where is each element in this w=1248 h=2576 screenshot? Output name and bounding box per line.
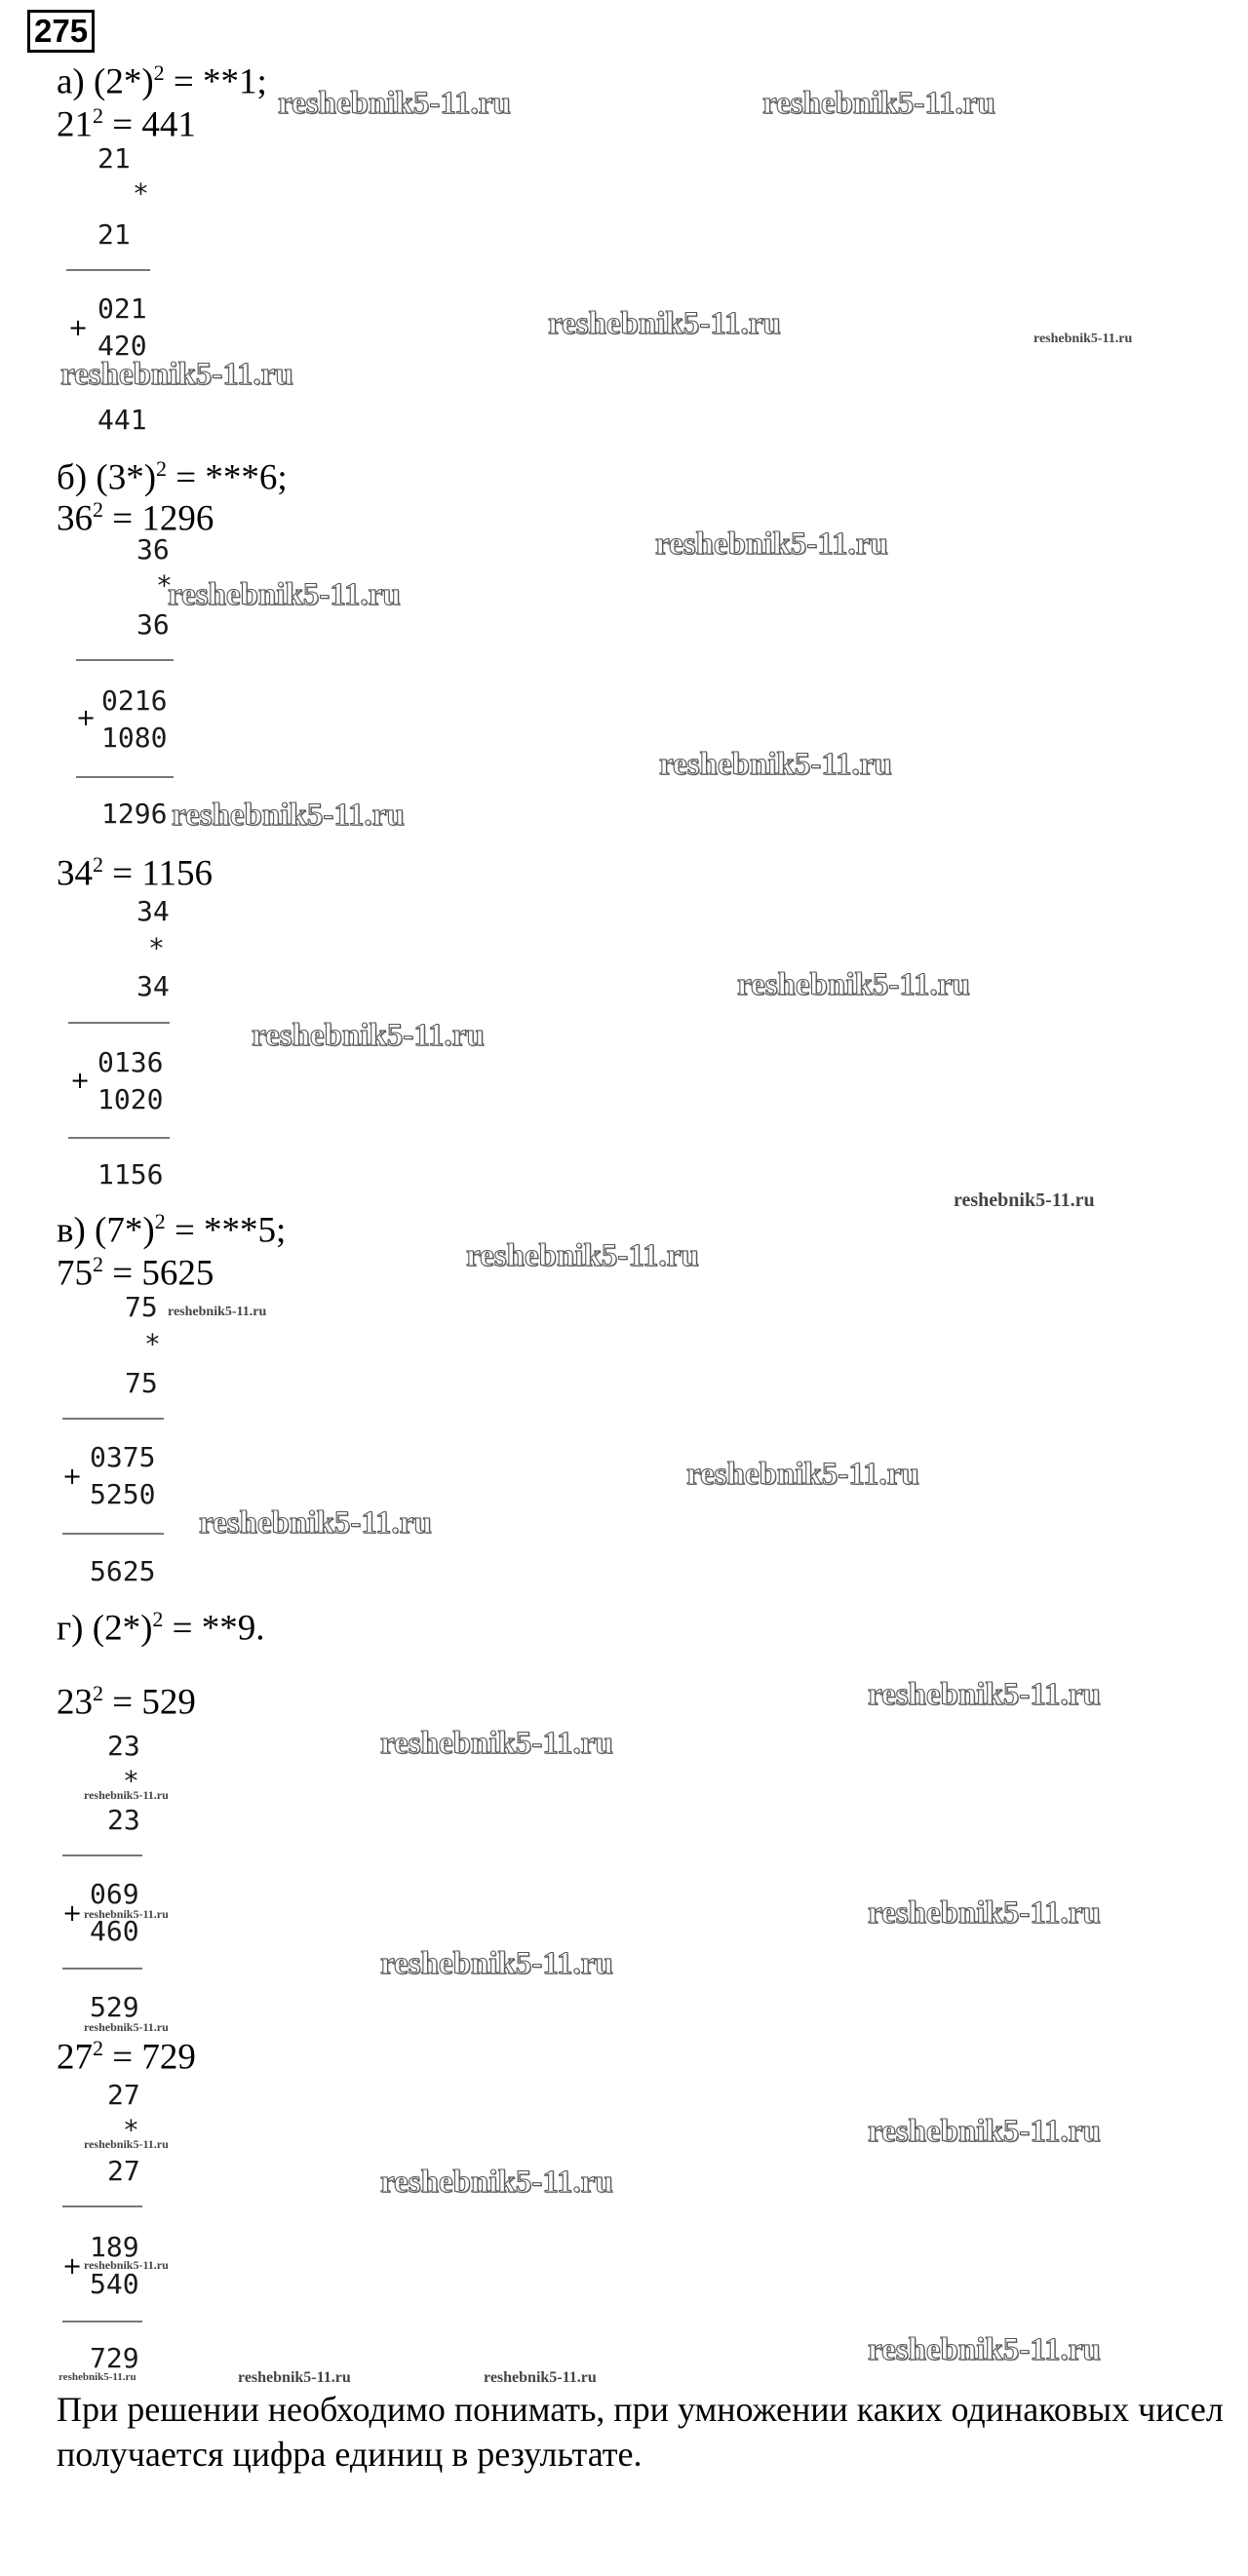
watermark: reshebnik5-11.ru bbox=[380, 1726, 613, 1761]
watermark: reshebnik5-11.ru bbox=[548, 306, 781, 341]
mult-factor: 34 bbox=[136, 970, 170, 1002]
divider-line bbox=[62, 1533, 164, 1535]
divider-line bbox=[62, 2205, 142, 2207]
mult-sign: * bbox=[148, 932, 165, 964]
mult-factor: 36 bbox=[136, 608, 170, 641]
part-b-equation-2: $34^2 = 1156$ bbox=[57, 852, 213, 894]
part-a-heading: а) $(2*)^2 = **1$; bbox=[57, 60, 267, 102]
product-result: 5625 bbox=[90, 1555, 156, 1587]
watermark: reshebnik5-11.ru bbox=[238, 2369, 351, 2386]
divider-line bbox=[76, 776, 174, 778]
watermark: reshebnik5-11.ru bbox=[84, 1788, 169, 1802]
partial-product: 420 bbox=[98, 330, 147, 362]
task-number: 275 bbox=[27, 10, 95, 53]
plus-sign: + bbox=[62, 1899, 83, 1927]
mult-factor: 27 bbox=[107, 2079, 140, 2111]
watermark: reshebnik5-11.ru bbox=[172, 798, 405, 833]
part-b-equation-1: $36^2 = 1296$ bbox=[57, 497, 214, 539]
partial-product: 0216 bbox=[101, 684, 168, 717]
mult-factor: 75 bbox=[125, 1291, 158, 1323]
mult-factor: 36 bbox=[136, 533, 170, 566]
watermark: reshebnik5-11.ru bbox=[737, 967, 970, 1002]
product-result: 441 bbox=[98, 404, 147, 436]
watermark: reshebnik5-11.ru bbox=[1034, 332, 1133, 346]
mult-factor: 23 bbox=[107, 1804, 140, 1836]
plus-sign: + bbox=[70, 1067, 91, 1094]
partial-product: 5250 bbox=[90, 1478, 156, 1510]
watermark: reshebnik5-11.ru bbox=[380, 1946, 613, 1981]
part-g-heading: г) $(2*)^2 = **9$. bbox=[57, 1607, 265, 1649]
part-g-equation-2: $27^2 = 729$ bbox=[57, 2036, 196, 2078]
partial-product: 460 bbox=[90, 1915, 139, 1947]
conclusion-text: При решении необходимо понимать, при умножении каких одинаковых чисел получается цифра единиц в результате. bbox=[57, 2390, 1224, 2474]
partial-product: 0375 bbox=[90, 1441, 156, 1473]
mult-factor: 21 bbox=[98, 142, 131, 175]
partial-product: 1080 bbox=[101, 722, 168, 754]
watermark: reshebnik5-11.ru bbox=[655, 527, 888, 562]
product-result: 1296 bbox=[101, 798, 168, 830]
plus-sign: + bbox=[68, 314, 89, 341]
divider-line bbox=[66, 269, 150, 271]
watermark: reshebnik5-11.ru bbox=[484, 2369, 597, 2386]
watermark: reshebnik5-11.ru bbox=[252, 1018, 485, 1053]
watermark: reshebnik5-11.ru bbox=[868, 1677, 1101, 1712]
divider-line bbox=[62, 1968, 142, 1970]
watermark: reshebnik5-11.ru bbox=[84, 1907, 169, 1921]
watermark: reshebnik5-11.ru bbox=[58, 2371, 136, 2383]
mult-factor: 75 bbox=[125, 1367, 158, 1399]
watermark: reshebnik5-11.ru bbox=[762, 86, 995, 121]
watermark: reshebnik5-11.ru bbox=[868, 1895, 1101, 1931]
product-result: 529 bbox=[90, 1991, 139, 2023]
product-result: 1156 bbox=[98, 1158, 164, 1190]
mult-sign: * bbox=[144, 1328, 161, 1360]
mult-sign: * bbox=[133, 177, 149, 210]
partial-product: 189 bbox=[90, 2231, 139, 2263]
watermark: reshebnik5-11.ru bbox=[380, 2165, 613, 2200]
watermark: reshebnik5-11.ru bbox=[199, 1505, 432, 1541]
partial-product: 021 bbox=[98, 293, 147, 325]
divider-line bbox=[76, 659, 174, 661]
watermark: reshebnik5-11.ru bbox=[168, 577, 401, 612]
divider-line bbox=[68, 1022, 170, 1024]
watermark: reshebnik5-11.ru bbox=[466, 1238, 699, 1273]
watermark: reshebnik5-11.ru bbox=[278, 86, 511, 121]
divider-line bbox=[68, 1137, 170, 1139]
plus-sign: + bbox=[62, 2252, 83, 2280]
watermark: reshebnik5-11.ru bbox=[168, 1305, 267, 1319]
part-v-equation: $75^2 = 5625$ bbox=[57, 1252, 214, 1294]
mult-factor: 21 bbox=[98, 218, 131, 251]
mult-sign: * bbox=[123, 2114, 139, 2146]
mult-sign: * bbox=[156, 569, 173, 602]
watermark: reshebnik5-11.ru bbox=[659, 747, 892, 782]
watermark: reshebnik5-11.ru bbox=[868, 2332, 1101, 2367]
mult-factor: 34 bbox=[136, 895, 170, 927]
mult-factor: 23 bbox=[107, 1730, 140, 1762]
partial-product: 1020 bbox=[98, 1083, 164, 1115]
plus-sign: + bbox=[62, 1463, 83, 1490]
watermark: reshebnik5-11.ru bbox=[868, 2114, 1101, 2149]
partial-product: 540 bbox=[90, 2268, 139, 2300]
part-v-heading: в) $(7*)^2 = ***5$; bbox=[57, 1209, 287, 1251]
watermark: reshebnik5-11.ru bbox=[84, 2137, 169, 2151]
product-result: 729 bbox=[90, 2342, 139, 2374]
watermark: reshebnik5-11.ru bbox=[686, 1457, 919, 1492]
part-g-equation-1: $23^2 = 529$ bbox=[57, 1681, 196, 1723]
part-a-equation: $21^2 = 441$ bbox=[57, 103, 196, 145]
divider-line bbox=[62, 1418, 164, 1420]
watermark: reshebnik5-11.ru bbox=[84, 2258, 169, 2272]
divider-line bbox=[62, 1854, 142, 1856]
mult-sign: * bbox=[123, 1765, 139, 1797]
watermark: reshebnik5-11.ru bbox=[84, 2020, 169, 2034]
watermark: reshebnik5-11.ru bbox=[60, 357, 293, 392]
divider-line bbox=[62, 2321, 142, 2322]
part-b-heading: б) $(3*)^2 = ***6$; bbox=[57, 456, 288, 498]
watermark: reshebnik5-11.ru bbox=[954, 1190, 1095, 1211]
partial-product: 0136 bbox=[98, 1046, 164, 1078]
mult-factor: 27 bbox=[107, 2155, 140, 2187]
partial-product: 069 bbox=[90, 1878, 139, 1910]
plus-sign: + bbox=[76, 704, 97, 731]
